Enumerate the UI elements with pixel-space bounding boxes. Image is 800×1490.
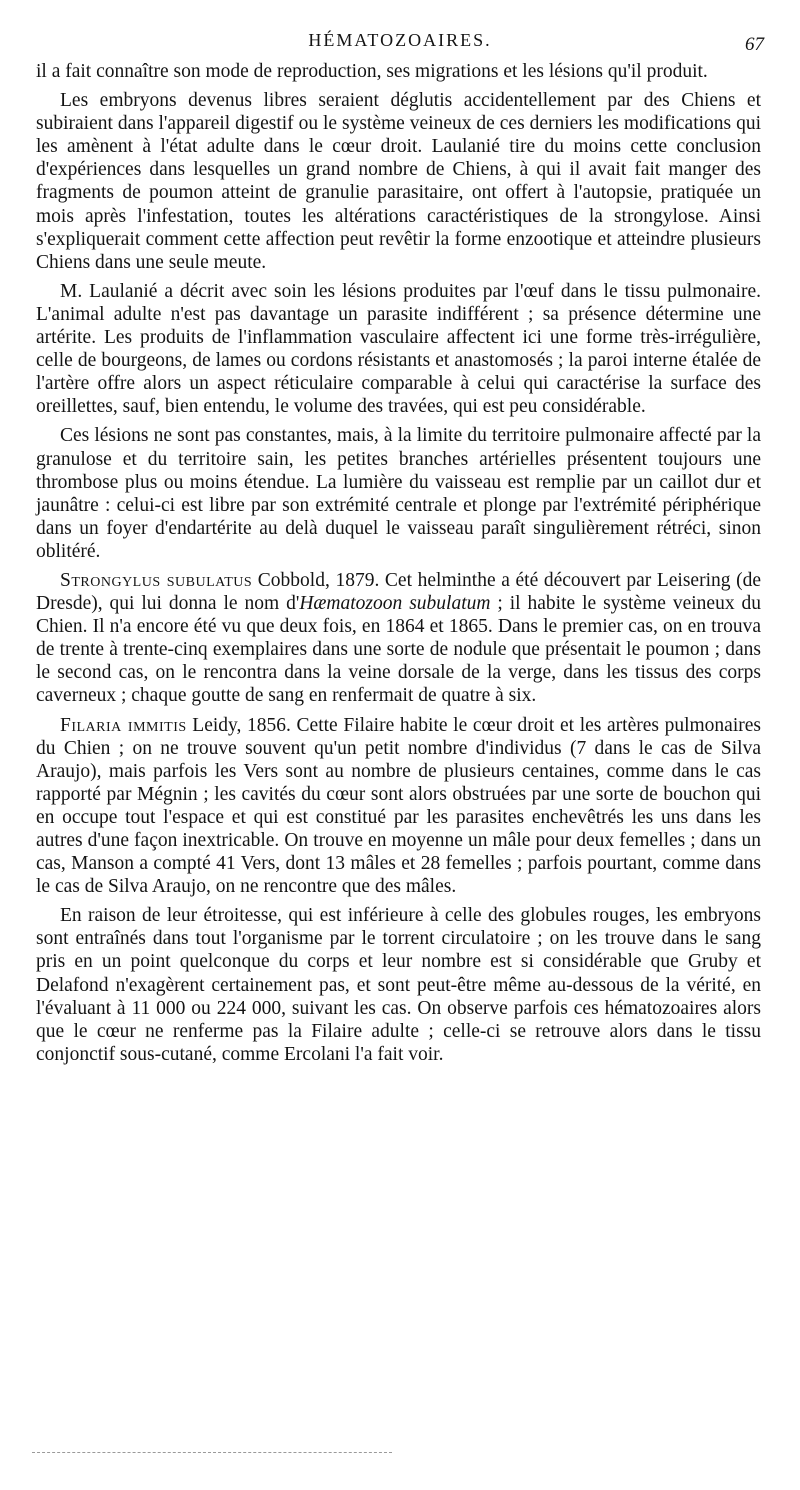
species-heading-filaria: Filaria immitis bbox=[60, 714, 187, 736]
body-text bbox=[36, 60, 761, 1072]
paragraph-continuation: il a fait connaître son mode de reproduction, ses migrations et les lésions qu'il produit. bbox=[36, 61, 708, 82]
paragraph-embryons: Les embryons devenus libres seraient déglutis accidentellement par des Chiens et subiraient dans l'appareil digestif ou le système veineux de ces derniers les modifications qui les amènent à l'état adulte dans le cœur droit. Laulanié tire du moins cette conclusion d'expériences dans lesquelles un grand nombre de Chiens, à qui il avait fait manger des fragments de poumon atteint de granulie parasitaire, ont offert à l'autopsie, pratiquée un mois après l'infestation, toutes les altérations caractéristiques de la strongylose. Ainsi s'expliquerait comment cette affection peut revêtir la forme enzootique et atteindre plusieurs Chiens dans une seule meute. bbox=[36, 90, 761, 273]
strongylus-text-before: Cobbold, 1879. Cet helminthe a été découvert par Leisering (de Dresde), qui lui donna le nom d' bbox=[36, 569, 762, 615]
paragraph-strongylus bbox=[36, 569, 761, 708]
paragraph-lesions: Ces lésions ne sont pas constantes, mais, à la limite du territoire pulmonaire affecté par la granulose et du territoire sain, les petites branches artérielles présentent toujours une thrombose plus ou moins étendue. La lumière du vaisseau est remplie par un caillot dur et jaunâtre : celui-ci est libre par son extrémité centrale et plonge par l'extrémité périphérique dans un foyer d'endartérite au delà duquel le vaisseau paraît singulièrement rétréci, sinon oblitéré. bbox=[36, 425, 761, 562]
bottom-rule bbox=[32, 1452, 392, 1453]
page-number: 67 bbox=[745, 34, 764, 55]
running-title: HÉMATOZOAIRES. bbox=[308, 30, 492, 50]
filaria-text: Leidy, 1856. Cette Filaire habite le cœur droit et les artères pulmonaires du Chien ; on ne trouve souvent qu'un petit nombre d'individus (7 dans le cas de Silva Araujo), mais parfois les Vers sont au nombre de plusieurs centaines, comme dans le cas rapporté par Mégnin ; les cavités du cœur sont alors obstruées par une sorte de bouchon qui en occupe tout l'espace et qui est constitué par les parasites enchevêtrés les uns dans les autres d'une façon inextricable. On trouve en moyenne un mâle pour deux femelles ; dans un cas, Manson a compté 41 Vers, dont 13 mâles et 28 femelles ; parfois pourtant, comme dans le cas de Silva Araujo, on ne rencontre que des mâles. bbox=[36, 714, 761, 898]
paragraph-etroitesse: En raison de leur étroitesse, qui est inférieure à celle des globules rouges, les embryons sont entraînés dans tout l'organisme par le torrent circulatoire ; on les trouve dans le sang pris en un point quelconque du corps et leur nombre est si considérable que Gruby et Delafond n'exagèrent certainement pas, et sont peut-être même au-dessous de la vérité, en l'évaluant à 11 000 ou 224 000, suivant les cas. On observe parfois ces hématozoaires alors que le cœur ne renferme pas la Filaire adulte ; celle-ci se retrouve alors dans le tissu conjonctif sous-cutané, comme Ercolani l'a fait voir. bbox=[36, 905, 761, 1065]
running-head bbox=[0, 28, 800, 58]
species-heading-strongylus: Strongylus subulatus bbox=[60, 569, 253, 591]
paragraph-laulanie: M. Laulanié a décrit avec soin les lésions produites par l'œuf dans le tissu pulmonaire. L'animal adulte n'est pas davantage un parasite indifférent ; sa présence détermine une artérite. Les produits de l'inflammation vasculaire affectent ici une forme très-irrégulière, celle de bourgeons, de lames ou cordons résistants et anastomosés ; la paroi interne étalée de l'artère offre alors un aspect réticulaire comparable à celui qui caractérise la surface des oreillettes, sauf, bien entendu, le volume des travées, qui est peu considérable. bbox=[36, 280, 761, 418]
paragraph-filaria bbox=[36, 714, 761, 899]
species-name-haematozoon: Hæmatozoon subulatum bbox=[299, 593, 491, 615]
strongylus-text-after: ; il habite le système veineux du Chien. Il n'a encore été vu que deux fois, en 1864 et 1865. Dans le premier cas, on en trouva de trente à trente-cinq exemplaires dans une sorte de nodule que présentait le poumon ; dans le second cas, on le rencontra dans la veine dorsale de la verge, dans les tissus des corps caverneux ; chaque goutte de sang en renfermait de quatre à six. bbox=[36, 593, 761, 707]
